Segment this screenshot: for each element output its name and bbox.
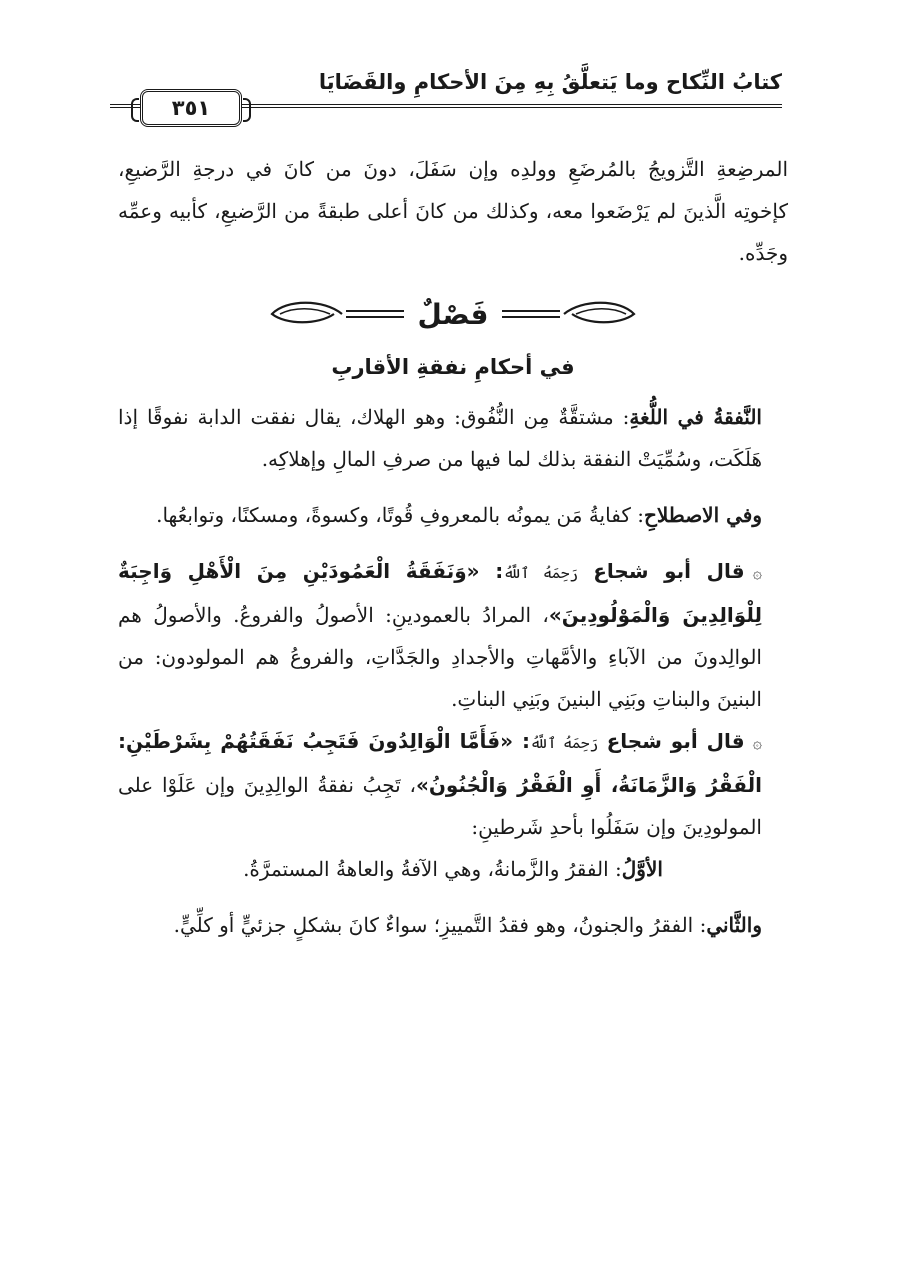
rosette-icon: ۞ <box>752 733 762 752</box>
term-label: وفي الاصطلاحِ <box>643 503 762 527</box>
paragraph <box>118 848 788 890</box>
section-title: فَصْلٌ <box>417 297 489 331</box>
ornament-right-icon <box>502 301 642 327</box>
honorific: رَحِمَهُ ٱللَّهُ <box>503 564 579 582</box>
running-title: كتابُ النِّكاح وما يَتعلَّقُ بِهِ مِنَ الأحكامِ والقَضَايَا <box>318 70 782 94</box>
page-header <box>110 66 782 130</box>
honorific: رَحِمَهُ ٱللَّهُ <box>529 734 599 752</box>
page-number: ٣٥١ <box>140 89 242 127</box>
term-label: والثَّاني <box>706 913 762 937</box>
paragraph <box>118 550 788 720</box>
author-label: قال أبو شجاع <box>606 729 745 753</box>
author-label: قال أبو شجاع <box>593 559 745 583</box>
paragraph <box>118 494 788 536</box>
subheading: في أحكامِ نفقةِ الأقاربِ <box>331 355 575 379</box>
paragraph-text: : مشتقَّةٌ مِن النُّفُوق: وهو الهلاك، يقال نفقت الدابة نفوقًا إذا هَلَكَت، وسُمِّيَتْ النفقة بذلك لما فيها من صرفِ المالِ وإهلاكِه. <box>118 405 762 471</box>
paragraph-text: : الفقرُ والجنونُ، وهو فقدُ التَّمييزِ؛ سواءٌ كانَ بشكلٍ جزئيٍّ أو كلِّيٍّ. <box>173 913 707 937</box>
matn-quote: : «فَأَمَّا الْوَالِدُونَ فَتَجِبُ نَفَقَتُهُمْ بِشَرْطَيْنِ: الْفَقْرُ وَالزَّمَانَةُ، أَوِ الْفَقْرُ وَالْجُنُونُ» <box>118 729 763 797</box>
matn-quote: : «وَنَفَقَةُ الْعَمُودَيْنِ مِنَ الْأَهْلِ وَاجِبَةٌ لِلْوَالِدِينَ وَالْمَوْلُودِينَ» <box>118 559 762 627</box>
paragraph-text: ، تَجِبُ نفقةُ الوالِدِينَ وإن عَلَوْا على المولودِينَ وإن سَفَلُوا بأحدِ شَرطينِ: <box>118 773 762 839</box>
ornament-left-icon <box>264 301 404 327</box>
section-divider <box>118 284 788 344</box>
rosette-icon: ۞ <box>752 563 763 582</box>
term-label: النَّفقةُ في اللُّغةِ <box>629 405 762 429</box>
paragraph <box>118 396 788 480</box>
paragraph-text: : كفايةُ مَن يمونُه بالمعروفِ قُوتًا، وكسوةً، ومسكنًا، وتوابعُها. <box>156 503 644 527</box>
paragraph-text: ، المرادُ بالعمودينِ: الأصولُ والفروعُ. والأصولُ هم الوالِدونَ من الآباءِ والأمَّهاتِ والأجدادِ والجَدَّاتِ، والفروعُ هم المولودون: من البنينَ والبناتِ وبَنِي البنينَ وبَنِي البناتِ. <box>118 603 762 711</box>
page-body <box>118 148 788 946</box>
paragraph <box>118 720 788 848</box>
paragraph-text: : الفقرُ والزَّمانةُ، وهي الآفةُ والعاهةُ المستمرَّةُ. <box>243 857 622 881</box>
paragraph: المرضِعةِ التَّزويجُ بالمُرضَعِ وولدِه وإن سَفَلَ، دونَ من كانَ في درجةِ الرَّضيعِ، كإخوتِه الَّذينَ لم يَرْضَعوا معه، وكذلك من كانَ أعلى طبقةً من الرَّضيعِ، كأبيه وعمِّه وجَدِّه. <box>118 157 788 265</box>
term-label: الأوَّلُ <box>621 857 663 881</box>
paragraph <box>118 904 788 946</box>
